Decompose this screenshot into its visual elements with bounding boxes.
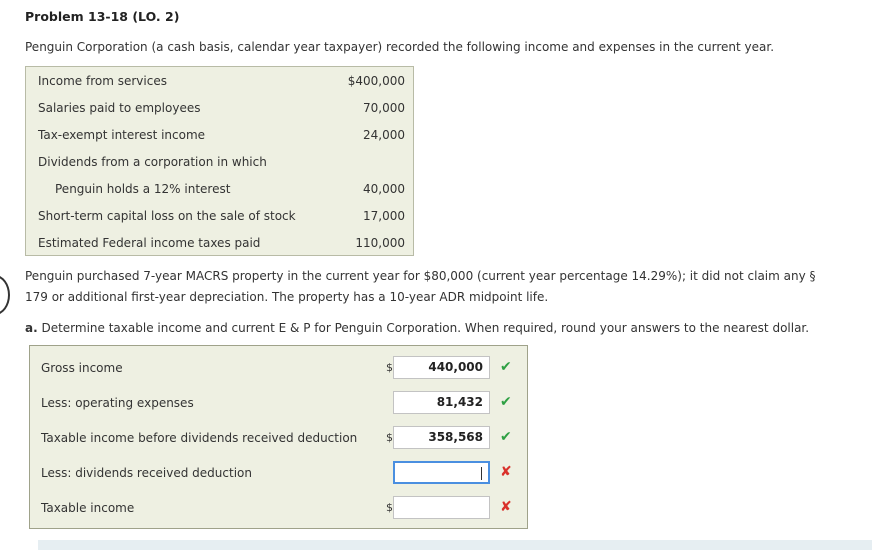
answer-row [30,356,527,380]
problem-body-line: 179 or additional first-year depreciation. The property has a 10-year ADR midpoint life. [25,290,549,304]
given-label: Income from services [38,74,167,88]
given-label: Tax-exempt interest income [38,128,206,142]
given-row [38,236,405,252]
cross-icon: ✘ [500,464,512,480]
given-amount: 110,000 [355,236,405,250]
given-label: Short-term capital loss on the sale of stock [38,209,296,223]
dollar-sign: $ [386,361,393,374]
dividends-received-deduction-input[interactable] [393,461,490,484]
answer-label: Taxable income [41,501,135,515]
given-label: Penguin holds a 12% interest [55,182,231,196]
check-icon: ✔ [500,359,512,375]
taxable-income-before-drd-input[interactable]: 358,568 [393,426,490,449]
taxable-income-input[interactable] [393,496,490,519]
given-row [38,74,405,90]
gross-income-input[interactable]: 440,000 [393,356,490,379]
given-data-table [25,66,414,256]
answer-row [30,426,527,450]
given-amount: 40,000 [363,182,405,196]
given-row [38,155,405,171]
answer-table [29,345,528,529]
problem-body-line: Penguin purchased 7-year MACRS property in the current year for $80,000 (current year percentage 14.29%); it did not claim any § [25,269,816,283]
annotation-circle [0,275,10,315]
given-label: Estimated Federal income taxes paid [38,236,261,250]
given-label: Salaries paid to employees [38,101,201,115]
answer-label: Less: dividends received deduction [41,466,252,480]
dollar-sign: $ [386,431,393,444]
answer-label: Gross income [41,361,123,375]
answer-label: Less: operating expenses [41,396,194,410]
bottom-panel-edge [38,540,872,550]
part-a-label: a. [25,321,38,335]
problem-intro: Penguin Corporation (a cash basis, calendar year taxpayer) recorded the following income and expenses in the current year. [25,40,775,54]
problem-title: Problem 13-18 (LO. 2) [25,9,180,24]
answer-row [30,461,527,485]
part-a-instructions [25,321,809,335]
given-row [38,128,405,144]
check-icon: ✔ [500,394,512,410]
answer-label: Taxable income before dividends received deduction [41,431,358,445]
given-label: Dividends from a corporation in which [38,155,267,169]
given-row [38,209,405,225]
given-amount: 17,000 [363,209,405,223]
answer-row [30,496,527,520]
cross-icon: ✘ [500,499,512,515]
given-amount: 70,000 [363,101,405,115]
part-a-text: Determine taxable income and current E & P for Penguin Corporation. When required, round your answers to the nearest dollar. [37,321,810,335]
text-caret [481,467,482,480]
given-row [38,182,405,198]
answer-row [30,391,527,415]
check-icon: ✔ [500,429,512,445]
dollar-sign: $ [386,501,393,514]
given-row [38,101,405,117]
operating-expenses-input[interactable]: 81,432 [393,391,490,414]
given-amount: 24,000 [363,128,405,142]
given-amount: $400,000 [347,74,405,88]
